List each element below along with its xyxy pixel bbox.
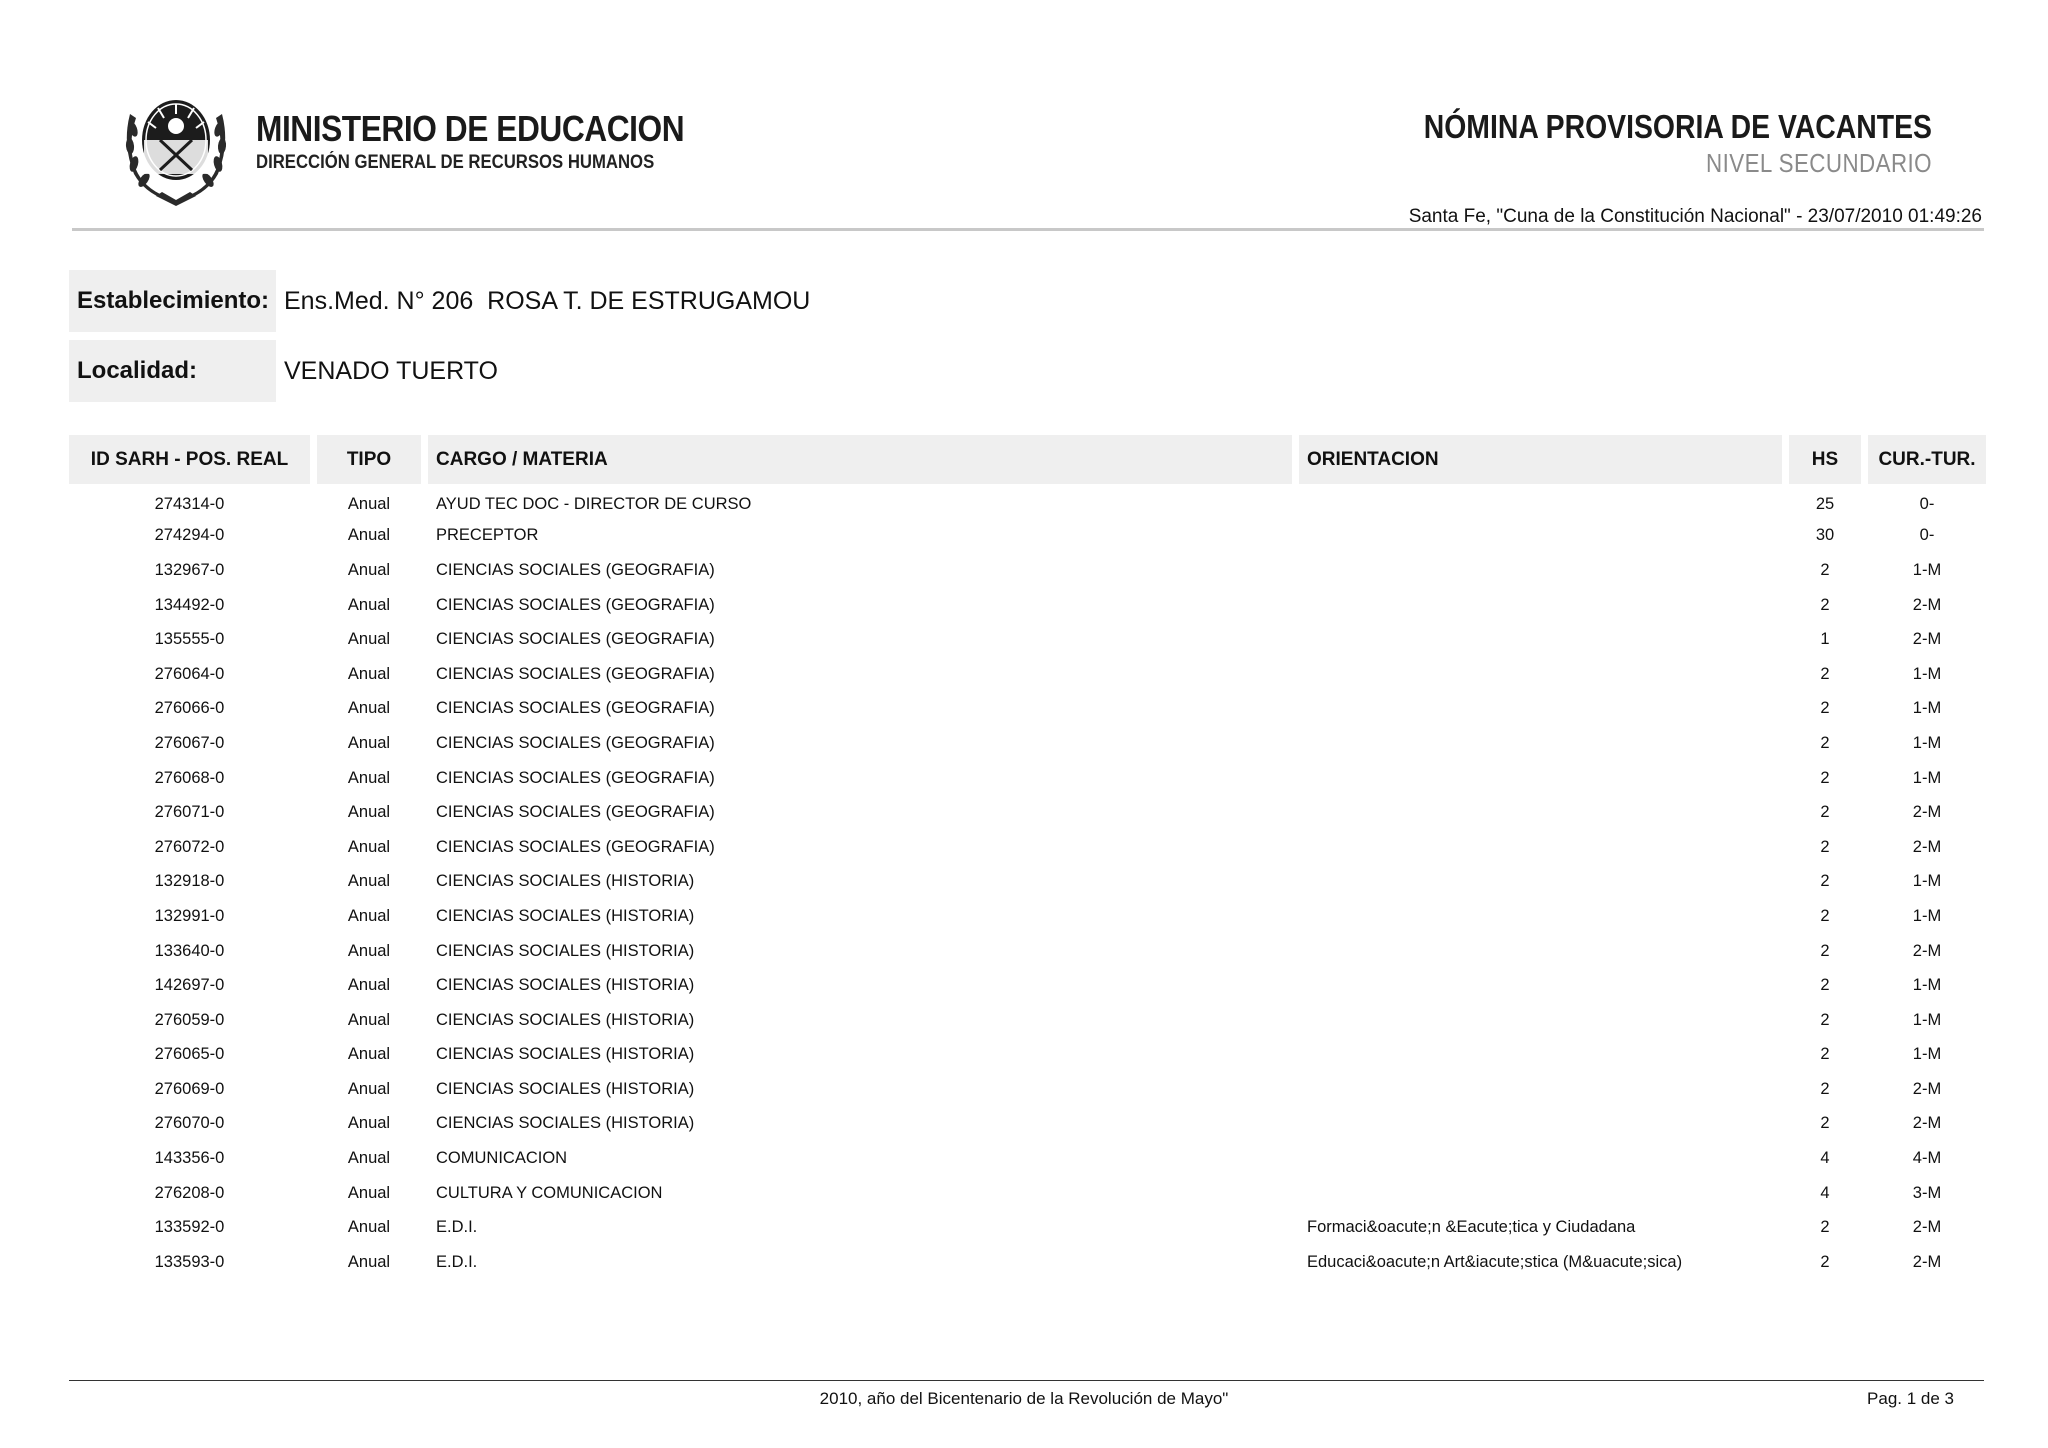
cell-orientacion <box>1299 692 1789 727</box>
cell-cur-tur: 4-M <box>1912 1149 1942 1168</box>
cell-cargo: CIENCIAS SOCIALES (GEOGRAFIA) <box>428 657 1299 692</box>
table-row <box>69 899 1986 934</box>
document-title-block <box>1341 108 1932 179</box>
cell-hs: 2 <box>1789 899 1868 934</box>
cell-tipo: Anual <box>317 726 428 761</box>
cell-cargo: CIENCIAS SOCIALES (HISTORIA) <box>428 1072 1299 1107</box>
cell-hs: 2 <box>1789 588 1868 623</box>
table-row <box>69 865 1986 900</box>
cell-id: 132967-0 <box>69 553 317 588</box>
column-header-orientacion: ORIENTACION <box>1299 435 1789 484</box>
localidad-value: VENADO TUERTO <box>284 356 498 385</box>
table-row <box>69 1038 1986 1073</box>
cell-hs: 30 <box>1789 519 1868 554</box>
cell-tipo: Anual <box>317 1210 428 1245</box>
table-row <box>69 484 1986 519</box>
table-row <box>69 553 1986 588</box>
cell-cur-tur: 1-M <box>1912 733 1942 752</box>
cell-cargo: CIENCIAS SOCIALES (HISTORIA) <box>428 968 1299 1003</box>
cell-id: 133593-0 <box>69 1245 317 1280</box>
table-row <box>69 657 1986 692</box>
cell-tipo: Anual <box>317 1072 428 1107</box>
cell-orientacion <box>1299 1176 1789 1211</box>
cell-tipo: Anual <box>317 1245 428 1280</box>
header-divider <box>72 228 1984 231</box>
provincial-seal-icon <box>120 84 232 206</box>
cell-orientacion <box>1299 1038 1789 1073</box>
cell-id: 276059-0 <box>69 1003 317 1038</box>
cell-cur-tur: 1-M <box>1912 1010 1942 1029</box>
table-row <box>69 726 1986 761</box>
cell-orientacion <box>1299 968 1789 1003</box>
cell-cargo: E.D.I. <box>428 1210 1299 1245</box>
cell-hs: 2 <box>1789 1245 1868 1280</box>
column-header-tipo: TIPO <box>317 435 428 484</box>
cell-cargo: CIENCIAS SOCIALES (GEOGRAFIA) <box>428 761 1299 796</box>
cell-cur-tur: 2-M <box>1912 1114 1942 1133</box>
cell-cur-tur: 2-M <box>1912 630 1942 649</box>
establecimiento-value: Ens.Med. N° 206 ROSA T. DE ESTRUGAMOU <box>284 286 811 315</box>
cell-cur-tur: 3-M <box>1912 1183 1942 1202</box>
table-row <box>69 692 1986 727</box>
cell-cargo: CIENCIAS SOCIALES (HISTORIA) <box>428 1038 1299 1073</box>
cell-cargo: AYUD TEC DOC - DIRECTOR DE CURSO <box>428 484 1299 519</box>
cell-cargo: CIENCIAS SOCIALES (HISTORIA) <box>428 865 1299 900</box>
table-row <box>69 1107 1986 1142</box>
cell-cargo: CIENCIAS SOCIALES (GEOGRAFIA) <box>428 553 1299 588</box>
cell-cur-tur: 1-M <box>1912 906 1942 925</box>
ministry-subtitle: DIRECCIÓN GENERAL DE RECURSOS HUMANOS <box>256 152 655 173</box>
cell-cargo: PRECEPTOR <box>428 519 1299 554</box>
cell-hs: 2 <box>1789 934 1868 969</box>
column-header-id: ID SARH - POS. REAL <box>69 435 317 484</box>
table-row <box>69 519 1986 554</box>
cell-cargo: CULTURA Y COMUNICACION <box>428 1176 1299 1211</box>
cell-cur-tur: 1-M <box>1912 872 1942 891</box>
cell-id: 133640-0 <box>69 934 317 969</box>
cell-cur-tur: 2-M <box>1912 837 1942 856</box>
table-row <box>69 588 1986 623</box>
cell-id: 276066-0 <box>69 692 317 727</box>
cell-cargo: CIENCIAS SOCIALES (GEOGRAFIA) <box>428 795 1299 830</box>
cell-hs: 2 <box>1789 830 1868 865</box>
cell-tipo: Anual <box>317 865 428 900</box>
cell-orientacion <box>1299 795 1789 830</box>
cell-cur-tur: 0- <box>1919 526 1935 545</box>
cell-cur-tur: 2-M <box>1912 1252 1942 1271</box>
cell-id: 132918-0 <box>69 865 317 900</box>
cell-cur-tur: 2-M <box>1912 1079 1942 1098</box>
cell-orientacion <box>1299 588 1789 623</box>
cell-hs: 2 <box>1789 968 1868 1003</box>
cell-cargo: COMUNICACION <box>428 1141 1299 1176</box>
cell-cargo: CIENCIAS SOCIALES (HISTORIA) <box>428 1003 1299 1038</box>
table-row <box>69 934 1986 969</box>
localidad-row <box>69 340 498 402</box>
cell-hs: 2 <box>1789 795 1868 830</box>
cell-orientacion <box>1299 519 1789 554</box>
cell-cur-tur: 1-M <box>1912 664 1942 683</box>
cell-id: 276071-0 <box>69 795 317 830</box>
cell-orientacion <box>1299 934 1789 969</box>
cell-cargo: CIENCIAS SOCIALES (GEOGRAFIA) <box>428 588 1299 623</box>
cell-tipo: Anual <box>317 1038 428 1073</box>
column-header-cur-tur: CUR.-TUR. <box>1868 435 1986 484</box>
cell-orientacion: Educaci&oacute;n Art&iacute;stica (M&uacute;sica) <box>1299 1245 1789 1280</box>
place-date: Santa Fe, "Cuna de la Constitución Nacional" - 23/07/2010 01:49:26 <box>1408 206 1982 227</box>
cell-orientacion: Formaci&oacute;n &Eacute;tica y Ciudadana <box>1299 1210 1789 1245</box>
cell-tipo: Anual <box>317 692 428 727</box>
cell-cur-tur: 2-M <box>1912 941 1942 960</box>
cell-tipo: Anual <box>317 622 428 657</box>
cell-tipo: Anual <box>317 761 428 796</box>
vacancies-table <box>69 435 1986 1280</box>
cell-cur-tur: 1-M <box>1912 560 1942 579</box>
cell-cur-tur: 1-M <box>1912 768 1942 787</box>
table-row <box>69 795 1986 830</box>
document-header <box>0 0 2048 232</box>
table-row <box>69 1176 1986 1211</box>
cell-cur-tur: 1-M <box>1912 1045 1942 1064</box>
cell-cur-tur: 2-M <box>1912 1218 1942 1237</box>
table-row <box>69 1141 1986 1176</box>
cell-cargo: CIENCIAS SOCIALES (GEOGRAFIA) <box>428 692 1299 727</box>
cell-id: 276069-0 <box>69 1072 317 1107</box>
table-row <box>69 761 1986 796</box>
cell-id: 274294-0 <box>69 519 317 554</box>
cell-tipo: Anual <box>317 484 428 519</box>
cell-hs: 2 <box>1789 865 1868 900</box>
cell-orientacion <box>1299 830 1789 865</box>
cell-cargo: CIENCIAS SOCIALES (HISTORIA) <box>428 899 1299 934</box>
cell-hs: 2 <box>1789 1038 1868 1073</box>
cell-id: 276208-0 <box>69 1176 317 1211</box>
cell-cargo: CIENCIAS SOCIALES (GEOGRAFIA) <box>428 726 1299 761</box>
table-row <box>69 1210 1986 1245</box>
cell-cur-tur: 2-M <box>1912 595 1942 614</box>
cell-cargo: CIENCIAS SOCIALES (HISTORIA) <box>428 1107 1299 1142</box>
cell-cargo: CIENCIAS SOCIALES (GEOGRAFIA) <box>428 622 1299 657</box>
cell-tipo: Anual <box>317 657 428 692</box>
cell-hs: 2 <box>1789 553 1868 588</box>
cell-orientacion <box>1299 484 1789 519</box>
cell-hs: 2 <box>1789 1210 1868 1245</box>
cell-cur-tur: 1-M <box>1912 976 1942 995</box>
column-header-cargo: CARGO / MATERIA <box>428 435 1299 484</box>
cell-orientacion <box>1299 553 1789 588</box>
cell-cargo: CIENCIAS SOCIALES (GEOGRAFIA) <box>428 830 1299 865</box>
table-header-row <box>69 435 1986 484</box>
localidad-label: Localidad: <box>69 340 276 402</box>
cell-hs: 2 <box>1789 1072 1868 1107</box>
establecimiento-label: Establecimiento: <box>69 270 276 332</box>
cell-hs: 2 <box>1789 657 1868 692</box>
cell-orientacion <box>1299 899 1789 934</box>
cell-hs: 25 <box>1789 484 1868 519</box>
footer-motto: 2010, año del Bicentenario de la Revolución de Mayo" <box>819 1389 1229 1408</box>
cell-tipo: Anual <box>317 1003 428 1038</box>
cell-orientacion <box>1299 1003 1789 1038</box>
cell-orientacion <box>1299 726 1789 761</box>
cell-id: 276067-0 <box>69 726 317 761</box>
cell-id: 142697-0 <box>69 968 317 1003</box>
cell-cargo: E.D.I. <box>428 1245 1299 1280</box>
cell-id: 276065-0 <box>69 1038 317 1073</box>
cell-id: 276070-0 <box>69 1107 317 1142</box>
table-row <box>69 1003 1986 1038</box>
table-row <box>69 1245 1986 1280</box>
document-title: NÓMINA PROVISORIA DE VACANTES <box>1423 108 1932 145</box>
cell-id: 143356-0 <box>69 1141 317 1176</box>
table-row <box>69 830 1986 865</box>
establecimiento-row <box>69 270 810 332</box>
table-row <box>69 968 1986 1003</box>
cell-tipo: Anual <box>317 934 428 969</box>
cell-id: 274314-0 <box>69 484 317 519</box>
table-row <box>69 622 1986 657</box>
table-row <box>69 1072 1986 1107</box>
cell-id: 135555-0 <box>69 622 317 657</box>
cell-tipo: Anual <box>317 1141 428 1176</box>
cell-cargo: CIENCIAS SOCIALES (HISTORIA) <box>428 934 1299 969</box>
ministry-title: MINISTERIO DE EDUCACION <box>256 108 685 149</box>
cell-orientacion <box>1299 1141 1789 1176</box>
cell-id: 133592-0 <box>69 1210 317 1245</box>
cell-id: 276068-0 <box>69 761 317 796</box>
cell-id: 276064-0 <box>69 657 317 692</box>
column-header-hs: HS <box>1789 435 1868 484</box>
page-number: Pag. 1 de 3 <box>1867 1389 1954 1408</box>
cell-hs: 4 <box>1789 1141 1868 1176</box>
cell-cur-tur: 1-M <box>1912 699 1942 718</box>
cell-hs: 2 <box>1789 761 1868 796</box>
cell-tipo: Anual <box>317 968 428 1003</box>
cell-hs: 2 <box>1789 692 1868 727</box>
cell-tipo: Anual <box>317 830 428 865</box>
ministry-block <box>256 108 743 174</box>
cell-hs: 1 <box>1789 622 1868 657</box>
cell-orientacion <box>1299 1072 1789 1107</box>
cell-cur-tur: 2-M <box>1912 803 1942 822</box>
cell-orientacion <box>1299 761 1789 796</box>
cell-tipo: Anual <box>317 899 428 934</box>
cell-id: 276072-0 <box>69 830 317 865</box>
cell-cur-tur: 0- <box>1919 494 1935 513</box>
cell-hs: 2 <box>1789 1107 1868 1142</box>
cell-hs: 4 <box>1789 1176 1868 1211</box>
cell-orientacion <box>1299 657 1789 692</box>
cell-id: 134492-0 <box>69 588 317 623</box>
cell-tipo: Anual <box>317 795 428 830</box>
cell-tipo: Anual <box>317 1176 428 1211</box>
cell-id: 132991-0 <box>69 899 317 934</box>
document-subtitle: NIVEL SECUNDARIO <box>1706 148 1932 178</box>
cell-orientacion <box>1299 622 1789 657</box>
cell-tipo: Anual <box>317 553 428 588</box>
cell-orientacion <box>1299 865 1789 900</box>
cell-hs: 2 <box>1789 726 1868 761</box>
cell-hs: 2 <box>1789 1003 1868 1038</box>
cell-tipo: Anual <box>317 1107 428 1142</box>
cell-orientacion <box>1299 1107 1789 1142</box>
footer-divider <box>69 1380 1984 1381</box>
cell-tipo: Anual <box>317 588 428 623</box>
cell-tipo: Anual <box>317 519 428 554</box>
